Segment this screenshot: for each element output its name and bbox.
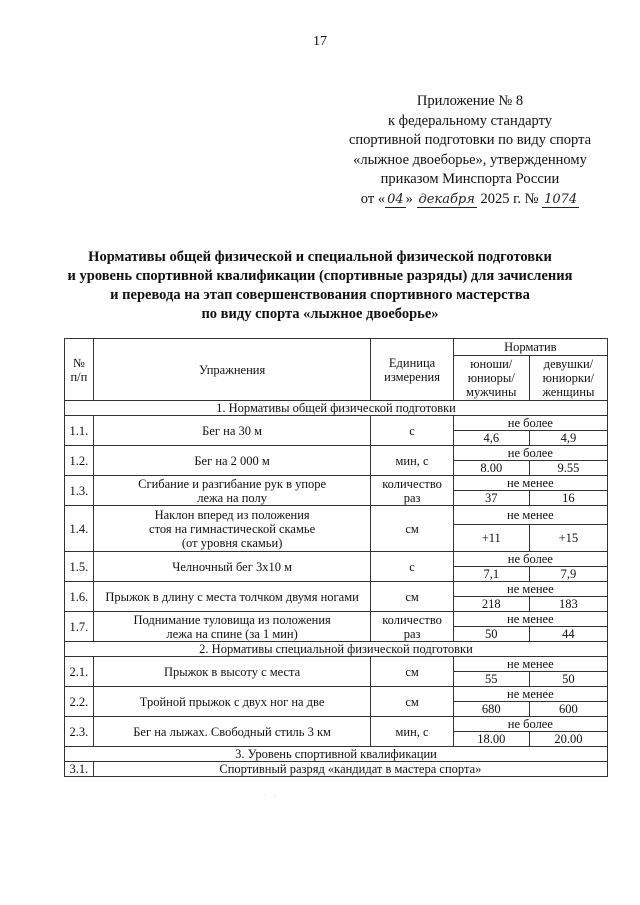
order-month-handwritten: декабря xyxy=(418,191,475,207)
appendix-header xyxy=(320,92,620,209)
row-male-value: 8.00 xyxy=(453,461,529,476)
row-female-value: 4,9 xyxy=(529,431,607,446)
row-num: 2.1. xyxy=(65,657,94,687)
order-year: 2025 г. № xyxy=(480,190,539,207)
order-number-handwritten: 1074 xyxy=(544,191,578,207)
table-row xyxy=(65,446,608,461)
row-condition: не менее xyxy=(453,506,607,525)
appendix-line: приказом Минспорта России xyxy=(380,171,560,187)
header-female: девушки/ юниорки/ женщины xyxy=(529,356,607,401)
table-row xyxy=(65,612,608,627)
row-male-value: 680 xyxy=(453,702,529,717)
header-num: № п/п xyxy=(65,339,94,401)
row-num: 1.3. xyxy=(65,476,94,506)
table-row xyxy=(65,582,608,597)
row-unit: см xyxy=(371,687,453,717)
row-num: 2.3. xyxy=(65,717,94,747)
row-exercise: Прыжок в длину с места толчком двумя ногами xyxy=(93,582,371,612)
row-male-value: 4,6 xyxy=(453,431,529,446)
row-num: 1.1. xyxy=(65,416,94,446)
title-line: и перевода на этап совершенствования спортивного мастерства xyxy=(110,287,530,303)
row-female-value: 7,9 xyxy=(529,567,607,582)
row-num: 1.6. xyxy=(65,582,94,612)
title-line: по виду спорта «лыжное двоеборье» xyxy=(201,306,439,322)
table-row xyxy=(65,506,608,525)
row-male-value: 18.00 xyxy=(453,732,529,747)
row-num: 1.7. xyxy=(65,612,94,642)
row-female-value: 50 xyxy=(529,672,607,687)
title-line: Нормативы общей физической и специальной физической подготовки xyxy=(88,249,552,265)
row-condition: не менее xyxy=(453,582,607,597)
row-exercise: Тройной прыжок с двух ног на две xyxy=(93,687,371,717)
row-female-value: 16 xyxy=(529,491,607,506)
row-unit: мин, с xyxy=(371,717,453,747)
header-unit: Единица измерения xyxy=(371,339,453,401)
row-unit: количество раз xyxy=(371,612,453,642)
page-number: 17 xyxy=(313,34,327,49)
row-female-value: 44 xyxy=(529,627,607,642)
appendix-line: «лыжное двоеборье», утвержденному xyxy=(353,151,587,168)
row-unit: с xyxy=(371,416,453,446)
row-male-value: 50 xyxy=(453,627,529,642)
row-exercise: Челночный бег 3х10 м xyxy=(93,552,371,582)
appendix-line: спортивной подготовки по виду спорта xyxy=(348,132,592,148)
section-title: 1. Нормативы общей физической подготовки xyxy=(65,401,608,416)
row-male-value: 37 xyxy=(453,491,529,506)
row-exercise: Прыжок в высоту с места xyxy=(93,657,371,687)
row-unit: см xyxy=(371,582,453,612)
header-male: юноши/ юниоры/ мужчины xyxy=(453,356,529,401)
order-mid: » xyxy=(405,190,413,207)
row-male-value: 7,1 xyxy=(453,567,529,582)
appendix-line: Приложение № 8 xyxy=(416,93,524,109)
row-unit: с xyxy=(371,552,453,582)
row-unit: см xyxy=(371,506,453,552)
row-female-value: 183 xyxy=(529,597,607,612)
row-condition: не более xyxy=(453,552,607,567)
table-row xyxy=(65,762,608,777)
scan-artifact: · · · xyxy=(255,793,279,799)
row-num: 3.1. xyxy=(65,762,94,777)
row-exercise: Наклон вперед из положения стоя на гимнастической скамье (от уровня скамьи) xyxy=(93,506,371,552)
norms-table xyxy=(64,338,608,777)
row-condition: не более xyxy=(453,717,607,732)
table-row xyxy=(65,416,608,431)
row-female-value: 600 xyxy=(529,702,607,717)
row-female-value: 9.55 xyxy=(529,461,607,476)
row-female-value: 20.00 xyxy=(529,732,607,747)
row-male-value: 55 xyxy=(453,672,529,687)
row-exercise: Бег на 2 000 м xyxy=(93,446,371,476)
row-unit: количество раз xyxy=(371,476,453,506)
row-exercise: Сгибание и разгибание рук в упоре лежа на полу xyxy=(93,476,371,506)
row-num: 1.5. xyxy=(65,552,94,582)
row-condition: не более xyxy=(453,416,607,431)
row-unit: мин, с xyxy=(371,446,453,476)
row-unit: см xyxy=(371,657,453,687)
header-exercise: Упражнения xyxy=(93,339,371,401)
row-num: 2.2. xyxy=(65,687,94,717)
row-condition: не менее xyxy=(453,687,607,702)
row-condition: не менее xyxy=(453,612,607,627)
table-row xyxy=(65,657,608,672)
row-exercise: Поднимание туловища из положения лежа на спине (за 1 мин) xyxy=(93,612,371,642)
row-male-value: +11 xyxy=(453,525,529,552)
table-row xyxy=(65,687,608,702)
title-line: и уровень спортивной квалификации (спортивные разряды) для зачисления xyxy=(67,268,573,284)
row-exercise: Бег на 30 м xyxy=(93,416,371,446)
row-qualification: Спортивный разряд «кандидат в мастера спорта» xyxy=(93,762,607,777)
table-row xyxy=(65,476,608,491)
table-row xyxy=(65,552,608,567)
order-day-handwritten: 04 xyxy=(387,191,404,207)
row-num: 1.4. xyxy=(65,506,94,552)
row-num: 1.2. xyxy=(65,446,94,476)
header-norm: Норматив xyxy=(453,339,607,356)
row-condition: не более xyxy=(453,446,607,461)
row-male-value: 218 xyxy=(453,597,529,612)
row-female-value: +15 xyxy=(529,525,607,552)
appendix-line: к федеральному стандарту xyxy=(388,112,552,129)
document-title xyxy=(40,248,600,324)
order-date-line xyxy=(320,190,620,210)
order-prefix: от « xyxy=(360,190,386,207)
section-title: 3. Уровень спортивной квалификации xyxy=(65,747,608,762)
row-condition: не менее xyxy=(453,476,607,491)
row-exercise: Бег на лыжах. Свободный стиль 3 км xyxy=(93,717,371,747)
row-condition: не менее xyxy=(453,657,607,672)
table-row xyxy=(65,717,608,732)
section-title: 2. Нормативы специальной физической подготовки xyxy=(65,642,608,657)
